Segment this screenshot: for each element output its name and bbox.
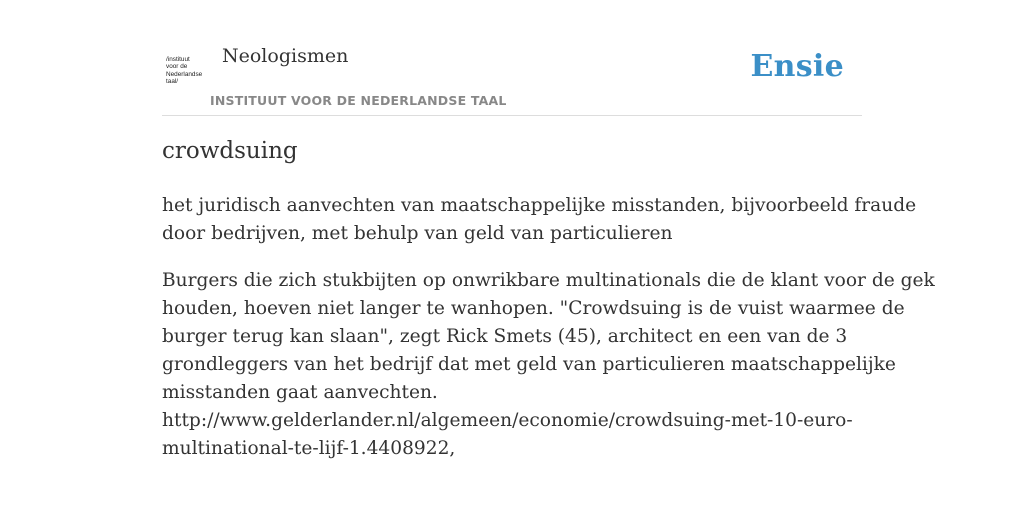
example-line: houden, hoeven niet langer te wanhopen. "Crowdsuing is de vuist waarmee de [162, 298, 905, 319]
ivdnt-logo[interactable] [166, 56, 210, 92]
entry-card [162, 0, 935, 459]
definition-line: het juridisch aanvechten van maatschappelijke misstanden, bijvoorbeeld fraude [162, 195, 917, 216]
source-name[interactable]: Neologismen [222, 45, 349, 67]
card-header [162, 0, 862, 116]
entry-definition [162, 192, 917, 248]
example-source-url: multinational-te-lijf-1.4408922, [162, 438, 456, 459]
source-organization: INSTITUUT VOOR DE NEDERLANDSE TAAL [210, 93, 507, 108]
example-source-url: http://www.gelderlander.nl/algemeen/economie/crowdsuing-met-10-euro- [162, 410, 853, 431]
logo-text: /instituut voor de Nederlandse taal/ [166, 56, 203, 85]
example-line: burger terug kan slaan", zegt Rick Smets (45), architect en een van de 3 [162, 326, 848, 347]
entry-example [162, 267, 935, 463]
example-line: grondleggers van het bedrijf dat met geld van particulieren maatschappelijke [162, 354, 896, 375]
example-line: Burgers die zich stukbijten op onwrikbare multinationals die de klant voor de gek [162, 270, 935, 291]
entry-term: crowdsuing [162, 138, 298, 164]
definition-line: door bedrijven, met behulp van geld van particulieren [162, 223, 673, 244]
ensie-logo[interactable]: Ensie [750, 49, 844, 84]
example-line: misstanden gaat aanvechten. [162, 382, 438, 403]
